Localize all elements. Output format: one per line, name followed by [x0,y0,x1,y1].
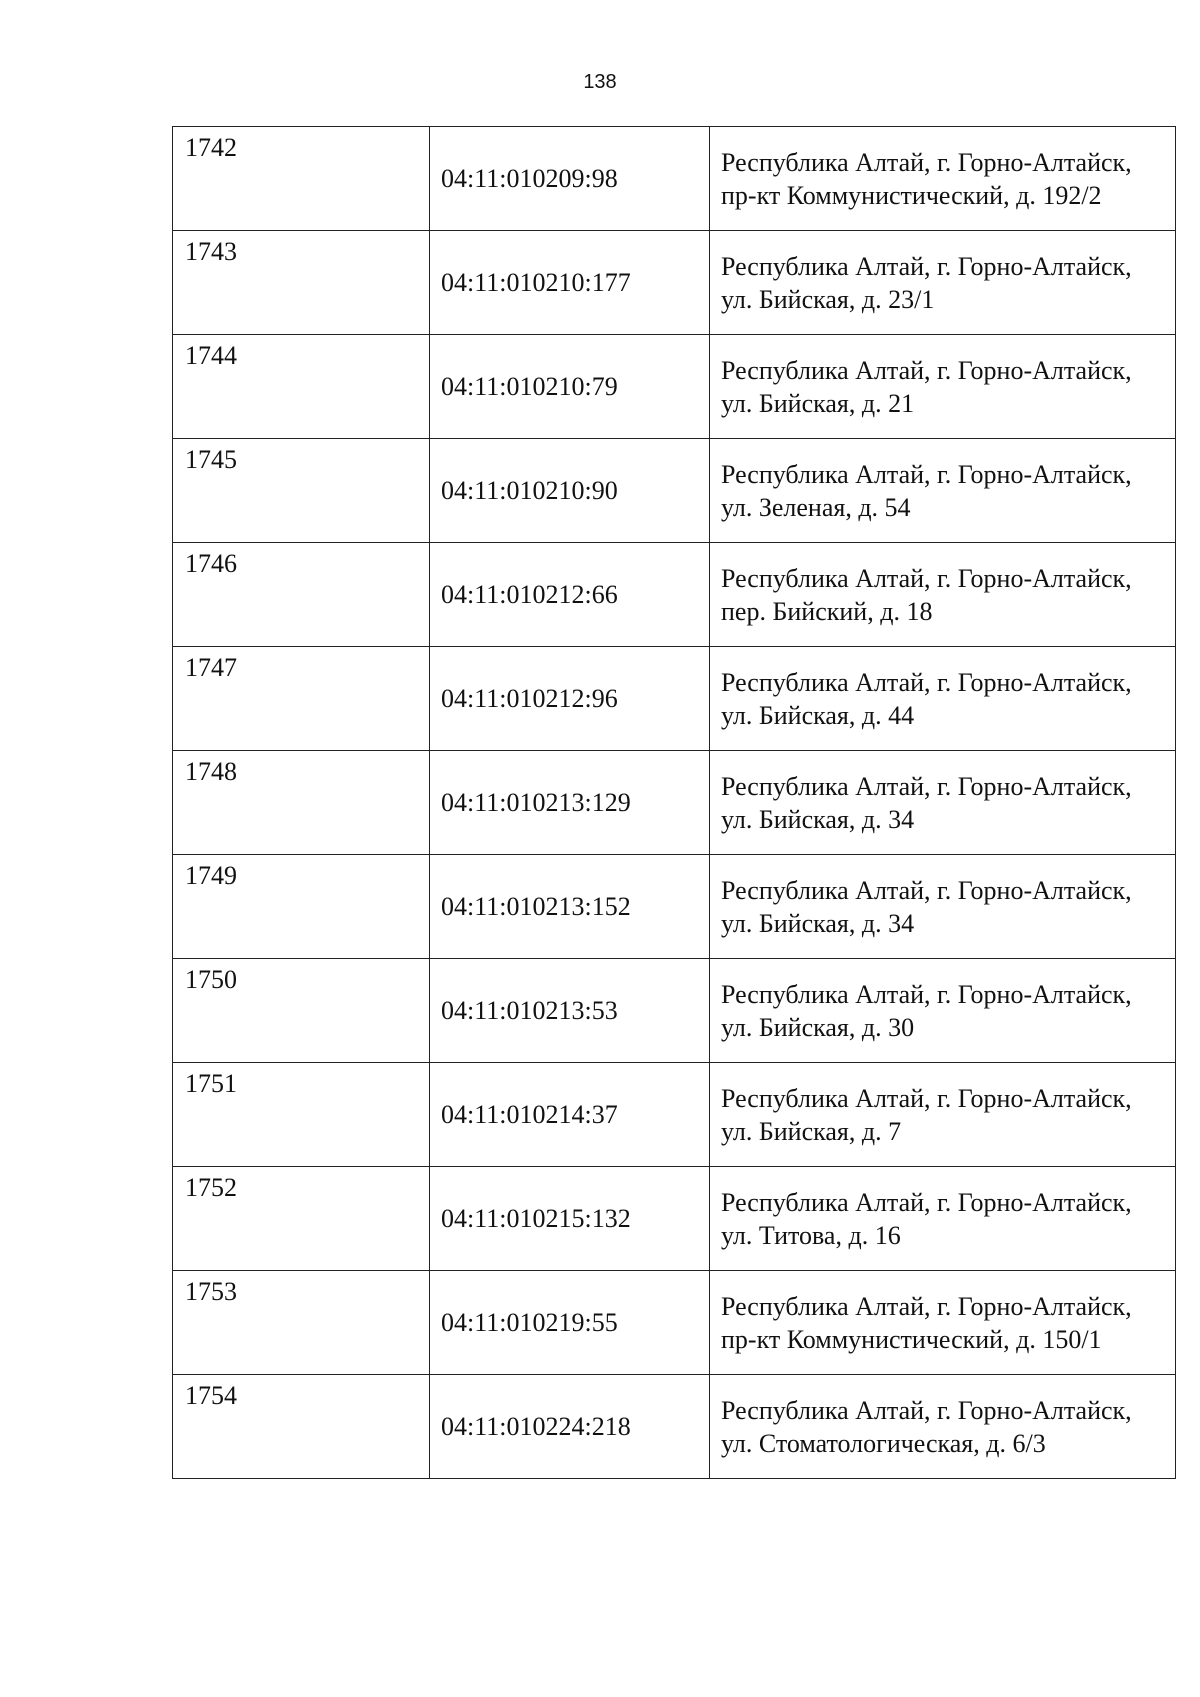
table-row [173,1063,1176,1167]
address-text: Республика Алтай, г. Горно-Алтайск, ул. Бийская, д. 34 [721,875,1132,938]
row-number-cell: 1742 [173,127,430,231]
address-text: Республика Алтай, г. Горно-Алтайск, пер. Бийский, д. 18 [721,563,1132,626]
cadastral-number-cell: 04:11:010224:218 [430,1375,710,1479]
address-cell [710,1271,1176,1375]
table-row [173,1375,1176,1479]
address-cell [710,1375,1176,1479]
address-text: Республика Алтай, г. Горно-Алтайск, ул. Бийская, д. 21 [721,355,1132,418]
address-cell [710,647,1176,751]
cadastral-number-cell: 04:11:010210:90 [430,439,710,543]
row-number-cell: 1754 [173,1375,430,1479]
address-text: Республика Алтай, г. Горно-Алтайск, пр-кт Коммунистический, д. 192/2 [721,147,1132,210]
address-text: Республика Алтай, г. Горно-Алтайск, ул. Бийская, д. 23/1 [721,251,1132,314]
address-text: Республика Алтай, г. Горно-Алтайск, ул. Зеленая, д. 54 [721,459,1132,522]
address-text: Республика Алтай, г. Горно-Алтайск, ул. Титова, д. 16 [721,1187,1132,1250]
table-row [173,959,1176,1063]
table-row [173,1271,1176,1375]
row-number-cell: 1749 [173,855,430,959]
cadastral-number-cell: 04:11:010213:129 [430,751,710,855]
property-registry-table [172,126,1176,1479]
table-row [173,1167,1176,1271]
cadastral-number-cell: 04:11:010213:152 [430,855,710,959]
address-cell [710,127,1176,231]
table-row [173,335,1176,439]
address-cell [710,335,1176,439]
page-number: 138 [583,71,617,93]
row-number-cell: 1752 [173,1167,430,1271]
cadastral-number-cell: 04:11:010209:98 [430,127,710,231]
cadastral-number-cell: 04:11:010210:79 [430,335,710,439]
address-text: Республика Алтай, г. Горно-Алтайск, пр-кт Коммунистический, д. 150/1 [721,1291,1132,1354]
address-cell [710,231,1176,335]
cadastral-number-cell: 04:11:010213:53 [430,959,710,1063]
table-row [173,543,1176,647]
row-number-cell: 1744 [173,335,430,439]
row-number-cell: 1745 [173,439,430,543]
cadastral-number-cell: 04:11:010215:132 [430,1167,710,1271]
row-number-cell: 1750 [173,959,430,1063]
cadastral-number-cell: 04:11:010210:177 [430,231,710,335]
table-row [173,751,1176,855]
address-cell [710,1063,1176,1167]
address-cell [710,959,1176,1063]
table-row [173,647,1176,751]
row-number-cell: 1746 [173,543,430,647]
row-number-cell: 1747 [173,647,430,751]
table-row [173,127,1176,231]
address-text: Республика Алтай, г. Горно-Алтайск, ул. Бийская, д. 7 [721,1083,1132,1146]
address-text: Республика Алтай, г. Горно-Алтайск, ул. Бийская, д. 30 [721,979,1132,1042]
table-row [173,231,1176,335]
cadastral-number-cell: 04:11:010214:37 [430,1063,710,1167]
address-text: Республика Алтай, г. Горно-Алтайск, ул. Бийская, д. 34 [721,771,1132,834]
address-cell [710,751,1176,855]
row-number-cell: 1751 [173,1063,430,1167]
address-cell [710,855,1176,959]
address-cell [710,439,1176,543]
table-row [173,439,1176,543]
row-number-cell: 1748 [173,751,430,855]
cadastral-number-cell: 04:11:010212:96 [430,647,710,751]
cadastral-number-cell: 04:11:010219:55 [430,1271,710,1375]
row-number-cell: 1743 [173,231,430,335]
address-cell [710,543,1176,647]
address-text: Республика Алтай, г. Горно-Алтайск, ул. Бийская, д. 44 [721,667,1132,730]
row-number-cell: 1753 [173,1271,430,1375]
address-text: Республика Алтай, г. Горно-Алтайск, ул. Стоматологическая, д. 6/3 [721,1395,1132,1458]
address-cell [710,1167,1176,1271]
table-row [173,855,1176,959]
cadastral-number-cell: 04:11:010212:66 [430,543,710,647]
